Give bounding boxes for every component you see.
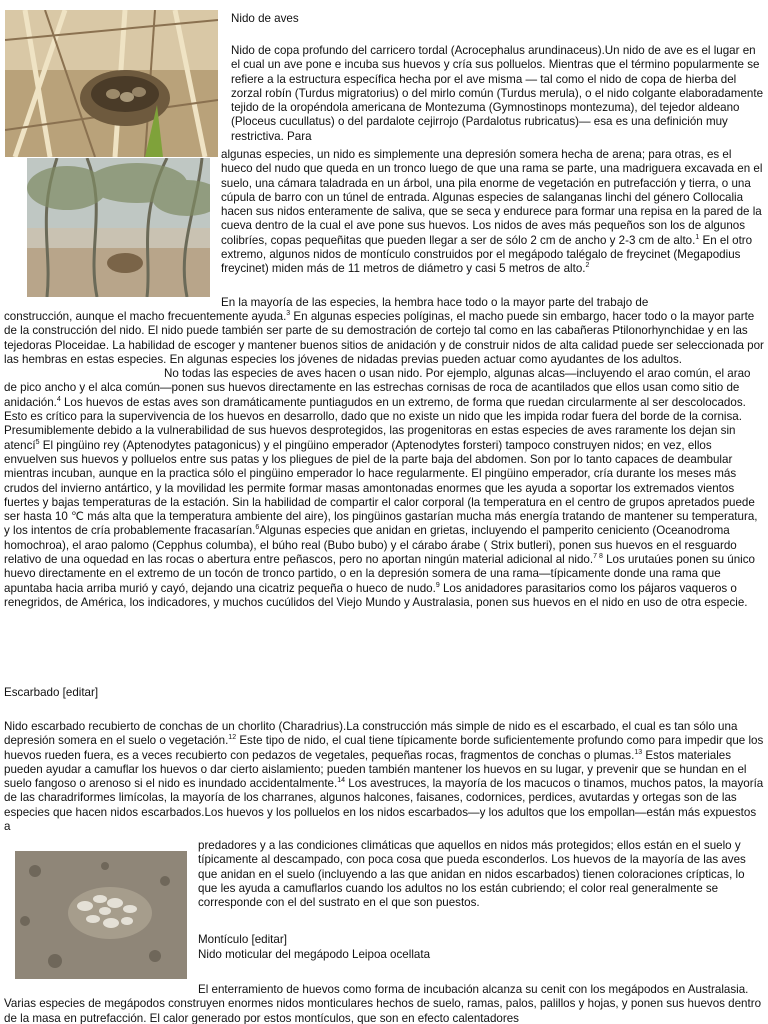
monticulo-paragraph: [4, 983, 764, 1024]
escarbado-paragraph: [4, 720, 764, 834]
footnote-ref[interactable]: 3: [286, 310, 291, 318]
figure-caption: Nido moticular del megápodo Leipoa ocellata: [198, 948, 431, 961]
body-text: Los huevos de estas aves son dramáticamente puntiagudos en un extremo, de forma que ruedan circularmente al ser descolocados. Esto es crítico para la supervivencia de los huevos en desarrollo, dado que no existe un nido que les impida rodar fuera del borde de la cornisa. Presumiblemente debido a la vulnerabilidad de sus huevos desprotegidos, las progenitoras en estas especies de aves raramente los dejan sin atencí: [4, 395, 746, 452]
section-heading-escarbado[interactable]: Escarbado [editar]: [4, 686, 99, 699]
body-text: El enterramiento de huevos como forma de incubación alcanza su cenit con los megápodos en Australasia. Varias especies de megápodos construyen enormes nidos monticulares hechos de suelo, ramas, palos, palillos y hojas, y ponen sus huevos dentro de la masa en putrefacción. El calor generado por estos montículos, que son en efecto calentadores: [4, 983, 762, 1024]
footnote-ref[interactable]: 13: [634, 748, 643, 756]
footnote-ref[interactable]: 1: [695, 233, 700, 241]
body-text: Los urutaúes ponen su único huevo directamente en el extremo de un tocón de tronco partido, o en la depresión somera de una rama—típicamente donde una rama que apuntaba hacia arriba murió y cayó, dejando una cicatriz pequeña o hueco de nudo.: [4, 553, 755, 595]
body-text: El pingüino rey (Aptenodytes patagonicus) y el pingüino emperador (Aptenodytes forsteri) tampoco construyen nidos; en vez, ellos envuelven sus huevos y polluelos entre sus patas y los pliegues de piel de la parte baja del abdomen. Son por lo tanto capaces de deambular mientras incuban, aunque en la practica sólo el pingüino emperador lo hace regularmente. El pingüino emperador, cría durante los meses más crudos del invierno antártico, y la movilidad les permite formar masas amontonadas enormes que les ayuda a soportar los extremados vientos fuertes y bajas temperaturas de la estación. Sin la habilidad de compartir el calor corporal (la temperatura en el centro de grupos apretados puede ser hasta 10 ℃ más alta que la temperatura ambiente del aire), los pingüinos gastarían mucha más energía tratando de mantener su temperatura, y los intentos de cría probablemente fracasarían.: [4, 438, 758, 538]
body-text: construcción, aunque el macho frecuentemente ayuda.: [4, 310, 287, 323]
intro-wrap-paragraph: [221, 148, 764, 277]
body-text: En algunas especies políginas, el macho puede sin embargo, hacer todo o la mayor parte de la construcción del nido. El nido puede también ser parte de su demostración de cortejo tal como en las cabañeras Ptilonorhynchidae y en las tejedoras Ploceidae. La habilidad de escoger y mantener buenos sitios de anidación y de construir nidos de alta calidad puede ser seleccionada por las hembras en estas especies. En algunas especies los jóvenes de nidadas previas pueden actuar como ayudantes de los adultos.: [4, 310, 764, 366]
reed-nest-photo: [5, 10, 218, 157]
intro-paragraph: [231, 44, 764, 144]
footnote-ref[interactable]: 4: [56, 395, 61, 403]
body-text: Estos materiales pueden ayudar a camuflar los huevos o dar cierto aislamiento; pueden también mantener los huevos en su lugar, y prevenir que se hundan en el suelo fangoso o arenoso si el nido es inundado accidentalmente.: [4, 748, 747, 791]
footnote-ref[interactable]: 5: [35, 438, 40, 446]
footnote-ref[interactable]: 6: [255, 524, 260, 532]
body-paragraph: [4, 310, 764, 610]
footnote-ref[interactable]: 7 8: [593, 553, 603, 561]
body-text: Los anidadores parasitarios como los pájaros vaqueros o renegridos, de América, los indicadores, y muchos cucúlidos del Viejo Mundo y Australasia, ponen sus huevos en el nido en uso de otra especie.: [4, 581, 748, 609]
intro-indent-line: En la mayoría de las especies, la hembra hace todo o la mayor parte del trabajo de: [221, 296, 649, 309]
footnote-ref[interactable]: 9: [435, 581, 440, 589]
footnote-ref[interactable]: 14: [337, 777, 346, 785]
intro-lead: Nido de copa profundo del carricero tordal (Acrocephalus arundinaceus).Un nido de ave es el lugar en el cual un ave pone e incuba sus huevos y cría sus polluelos. Mientras que el término popularmente se refiere a la estructura específica hecha por el ave misma — tal como el nido de copa de hierba del zorzal robín (Turdus migratorius) o del mirlo común (Turdus merula), o el nido colgante elaboradamente tejido de la oropéndola americana de Montezuma (Gymnostinops montezuma), del tejedor aldeano (Ploceus cucullatus) o del pardalote cejirrojo (Pardalotus rubricatus)— esa es una definición muy restrictiva. Para: [231, 44, 764, 143]
page-title: Nido de aves: [231, 12, 299, 25]
body-text: Los avestruces, la mayoría de los macucos o tinamos, muchos patos, la mayoría de las charadriformes limícolas, la mayoría de los charranes, algunos halcones, faisanes, codornices, perdices, avutardas y ortegas son de las especies que hacen nidos escarbados.Los huevos y los polluelos en los nidos escarbados—y los adultos que los empollan—están más expuestos a: [4, 777, 764, 834]
footnote-ref[interactable]: 12: [228, 734, 237, 742]
escarbado-wrap-paragraph: predadores y a las condiciones climáticas que aquellos en nidos más protegidos; ellos están en el suelo y típicamente al descampado, con poca cosa que pueda esconderlos. Los huevos de la mayoría de las aves que anidan en el suelo (incluyendo a las que anidan en nidos escarbados) tienen coloraciones crípticas, lo que les ayuda a camuflarlos cuando los adultos no los están cubriendo; el color real generalmente se corresponde con el del sustrato en el que son puestos.: [198, 839, 746, 910]
body-text: Nido escarbado recubierto de conchas de un chorlito (Charadrius).La construcción más simple de nido es el escarbado, el cual es tan sólo una depresión somera en el suelo o vegetación.: [4, 720, 738, 748]
section-heading-monticulo[interactable]: Montículo [editar]: [198, 933, 287, 946]
body-text: Algunas especies que anidan en grietas, incluyendo el pamperito ceniciento (Oceanodroma homochroa), el arao palomo (Cepphus columba), el búho real (Bubo bubo) y el cárabo árabe ( Strix butleri), ponen sus huevos en el resguardo relativo de una oquedad en las rocas o abertura entre peñascos, pero no aportan ningún material adicional al nido.: [4, 524, 737, 567]
woodland-nest-photo: [27, 158, 210, 297]
body-text: Este tipo de nido, el cual tiene típicamente borde suficientemente profundo como para impedir que los huevos rueden fuera, es a veces recubierto con pedazos de vegetales, pequeñas rocas, fragmentos de conchas o plumas.: [4, 734, 764, 762]
intro-wrap-tail: En el otro extremo, algunos nidos de montículo construidos por el megápodo talégalo de freycinet (Megapodius freycinet) miden más de 11 metros de diámetro y casi 5 metros de alto.: [221, 233, 753, 276]
footnote-ref[interactable]: 2: [585, 262, 590, 270]
intro-wrap: algunas especies, un nido es simplemente una depresión somera hecha de arena; para otras, es el hueco del nudo que queda en un tronco luego de que una rama se parte, una madriguera excavada en el suelo, una cámara taladrada en un árbol, una pila enorme de vegetación en putrefacción y tierra, o una cúpula de barro con un túnel de entrada. Algunas especies de salanganas linchi del género Collocalia hacen sus nidos enteramente de saliva, que se seca y endurece para formar una repisa en la pared de la cueva dentro de la cual el ave pone sus huevos. Los nidos de aves más pequeños son los de algunos colibríes, copas pequeñitas que pueden llegar a ser de sólo 2 cm de ancho y 2-3 cm de alto.: [221, 148, 763, 247]
body-text: No todas las especies de aves hacen o usan nido. Por ejemplo, algunas alcas—incluyendo el arao común, el arao de pico ancho y el alca común—ponen sus huevos directamente en las estrechas cornisas de roca de acantilados que ellos usan como sitio de anidación.: [4, 367, 751, 409]
scrape-nest-photo: [15, 851, 187, 979]
